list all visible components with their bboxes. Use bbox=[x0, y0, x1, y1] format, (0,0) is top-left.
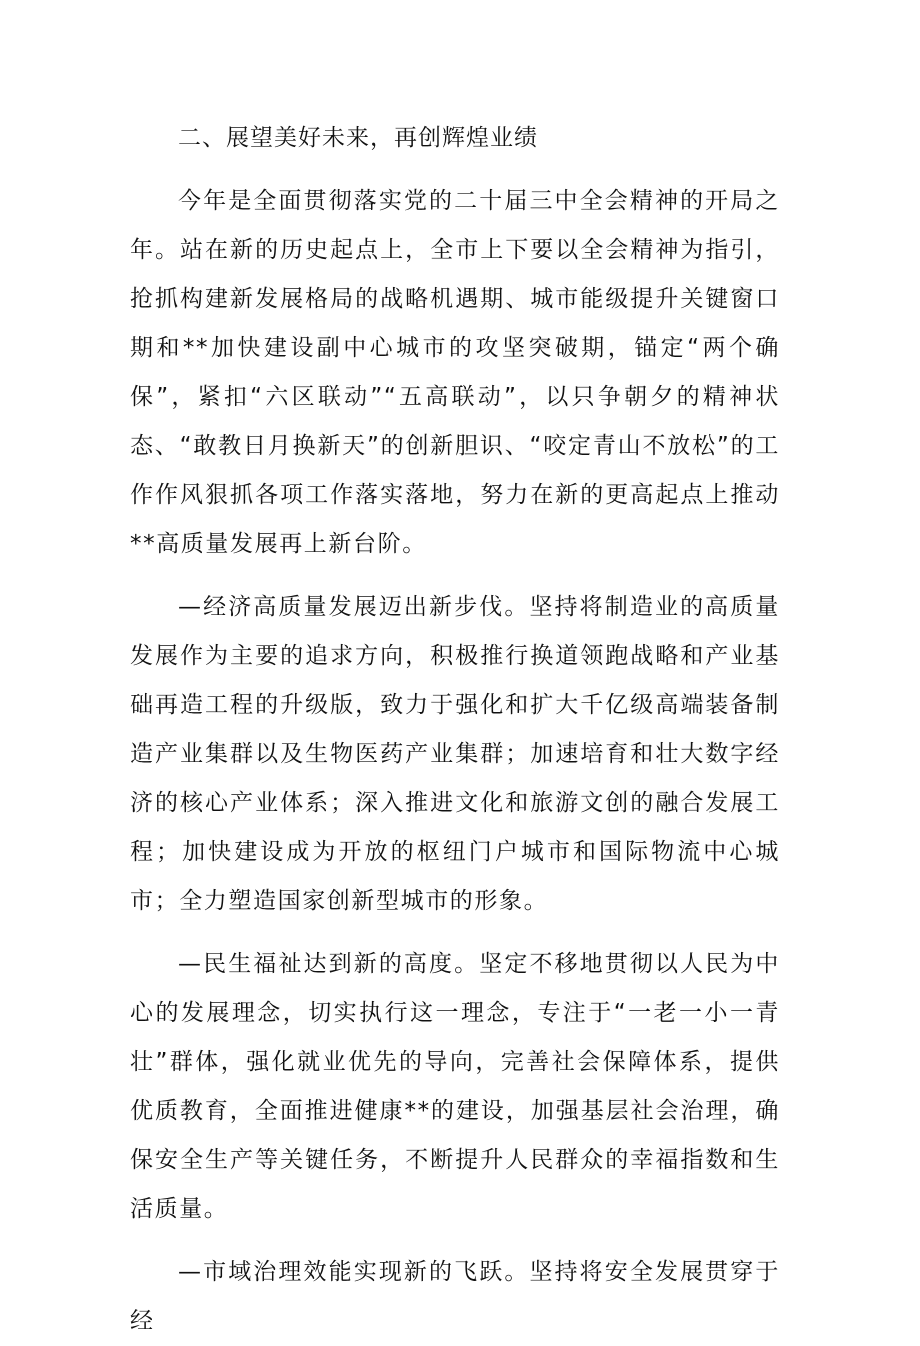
paragraph-economy: —经济高质量发展迈出新步伐。坚持将制造业的高质量发展作为主要的追求方向，积极推行换道领跑战略和产业基础再造工程的升级版，致力于强化和扩大千亿级高端装备制造产业集群以及生物医药产业集群；加速培育和壮大数字经济的核心产业体系；深入推进文化和旅游文创的融合发展工程；加快建设成为开放的枢纽门户城市和国际物流中心城市；全力塑造国家创新型城市的形象。 bbox=[130, 594, 780, 914]
spacer bbox=[130, 569, 780, 583]
paragraph-governance: —市域治理效能实现新的飞跃。坚持将安全发展贯穿于经 bbox=[130, 1259, 780, 1334]
paragraph-intro: 今年是全面贯彻落实党的二十届三中全会精神的开局之年。站在新的历史起点上，全市上下要以全会精神为指引，抢抓构建新发展格局的战略机遇期、城市能级提升关键窗口期和**加快建设副中心城市的攻坚突破期，锚定“两个确保”，紧扣“六区联动”“五高联动”，以只争朝夕的精神状态、“敢教日月换新天”的创新胆识、“咬定青山不放松”的工作作风狠抓各项工作落实落地，努力在新的更高起点上推动**高质量发展再上新台阶。 bbox=[130, 188, 780, 557]
spacer bbox=[130, 926, 780, 940]
paragraph-livelihood: —民生福祉达到新的高度。坚定不移地贯彻以人民为中心的发展理念，切实执行这一理念，专注于“一老一小一青壮”群体，强化就业优先的导向，完善社会保障体系，提供优质教育，全面推进健康**的建设，加强基层社会治理，确保安全生产等关键任务，不断提升人民群众的幸福指数和生活质量。 bbox=[130, 951, 780, 1222]
document-body bbox=[130, 114, 780, 1346]
spacer bbox=[130, 1234, 780, 1248]
spacer bbox=[130, 163, 780, 177]
section-heading: 二、展望美好未来，再创辉煌业绩 bbox=[178, 125, 538, 151]
